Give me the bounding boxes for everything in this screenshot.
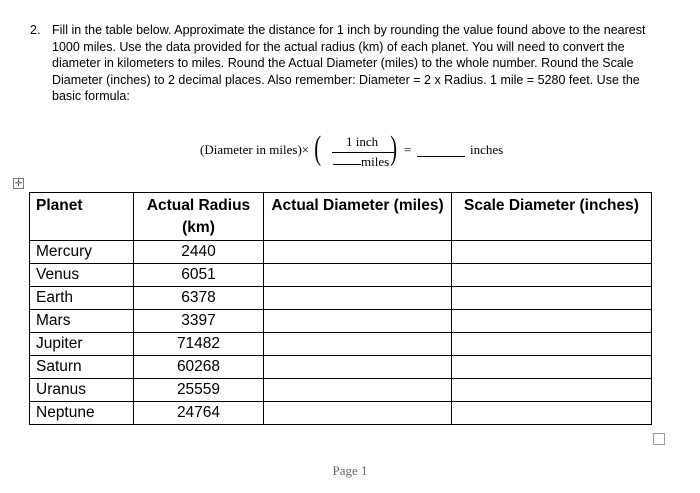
actual-diameter-cell[interactable] <box>264 402 452 425</box>
actual-diameter-cell[interactable] <box>264 241 452 264</box>
actual-diameter-cell[interactable] <box>264 333 452 356</box>
planet-radius[interactable]: 24764 <box>134 402 264 425</box>
planet-radius[interactable]: 25559 <box>134 379 264 402</box>
page-number: Page 1 <box>332 463 368 478</box>
planet-table <box>29 192 652 425</box>
formula-result-unit: inches <box>470 142 504 157</box>
actual-diameter-cell[interactable] <box>264 310 452 333</box>
table-header-row <box>30 193 652 241</box>
formula-blank-denominator <box>333 164 361 165</box>
formula-answer-blank <box>417 156 465 157</box>
actual-diameter-cell[interactable] <box>264 379 452 402</box>
table-row <box>30 333 652 356</box>
actual-diameter-cell[interactable] <box>264 287 452 310</box>
scale-diameter-cell[interactable] <box>452 310 652 333</box>
header-planet: Planet <box>30 193 134 241</box>
scale-diameter-cell[interactable] <box>452 264 652 287</box>
list-number: 2. <box>30 23 41 37</box>
table-row <box>30 356 652 379</box>
planet-name[interactable]: Saturn <box>30 356 134 379</box>
formula-equals: = <box>404 142 412 157</box>
planet-name[interactable]: Neptune <box>30 402 134 425</box>
planet-radius[interactable]: 3397 <box>134 310 264 333</box>
scale-diameter-cell[interactable] <box>452 402 652 425</box>
scale-diameter-cell[interactable] <box>452 241 652 264</box>
table-row <box>30 379 652 402</box>
instructions-paragraph <box>30 22 670 105</box>
header-scale-diameter: Scale Diameter (inches) <box>452 193 652 241</box>
formula-open-paren: ( <box>314 130 322 167</box>
header-actual-diameter: Actual Diameter (miles) <box>264 193 452 241</box>
formula-fraction-bar <box>332 152 394 153</box>
planet-name[interactable]: Uranus <box>30 379 134 402</box>
move-arrows-icon[interactable]: ✛ <box>14 178 23 188</box>
instructions-text: Fill in the table below. Approximate the distance for 1 inch by rounding the value found above to the nearest 1000 miles. Use the data provided for the actual radius (km) of each planet. You will need to convert the diameter in kilometers to miles. Round the Actual Diameter (miles) to the whole number. Round the Scale Diameter (inches) to 2 decimal places. Also remember: Diameter = 2 x Radius. 1 mile = 5280 feet. Use the basic formula: <box>52 23 646 103</box>
planet-name[interactable]: Mars <box>30 310 134 333</box>
planet-name[interactable]: Earth <box>30 287 134 310</box>
planet-radius[interactable]: 6051 <box>134 264 264 287</box>
scale-diameter-cell[interactable] <box>452 333 652 356</box>
table-row <box>30 241 652 264</box>
planet-radius[interactable]: 6378 <box>134 287 264 310</box>
table-row <box>30 310 652 333</box>
resize-square-icon[interactable] <box>653 433 665 445</box>
actual-diameter-cell[interactable] <box>264 356 452 379</box>
scale-diameter-cell[interactable] <box>452 287 652 310</box>
planet-name[interactable]: Mercury <box>30 241 134 264</box>
planet-name[interactable]: Jupiter <box>30 333 134 356</box>
conversion-formula <box>200 132 520 174</box>
planet-radius[interactable]: 2440 <box>134 241 264 264</box>
planet-radius[interactable]: 71482 <box>134 333 264 356</box>
scale-diameter-cell[interactable] <box>452 356 652 379</box>
planet-name[interactable]: Venus <box>30 264 134 287</box>
table-row <box>30 287 652 310</box>
actual-diameter-cell[interactable] <box>264 264 452 287</box>
planet-radius[interactable]: 60268 <box>134 356 264 379</box>
formula-close-paren: ) <box>390 130 398 167</box>
formula-denominator: miles <box>361 154 390 169</box>
formula-left-term: (Diameter in miles)× <box>200 142 310 157</box>
formula-numerator: 1 inch <box>346 134 379 149</box>
header-actual-radius: Actual Radius (km) <box>134 193 264 241</box>
table-row <box>30 402 652 425</box>
table-row <box>30 264 652 287</box>
scale-diameter-cell[interactable] <box>452 379 652 402</box>
